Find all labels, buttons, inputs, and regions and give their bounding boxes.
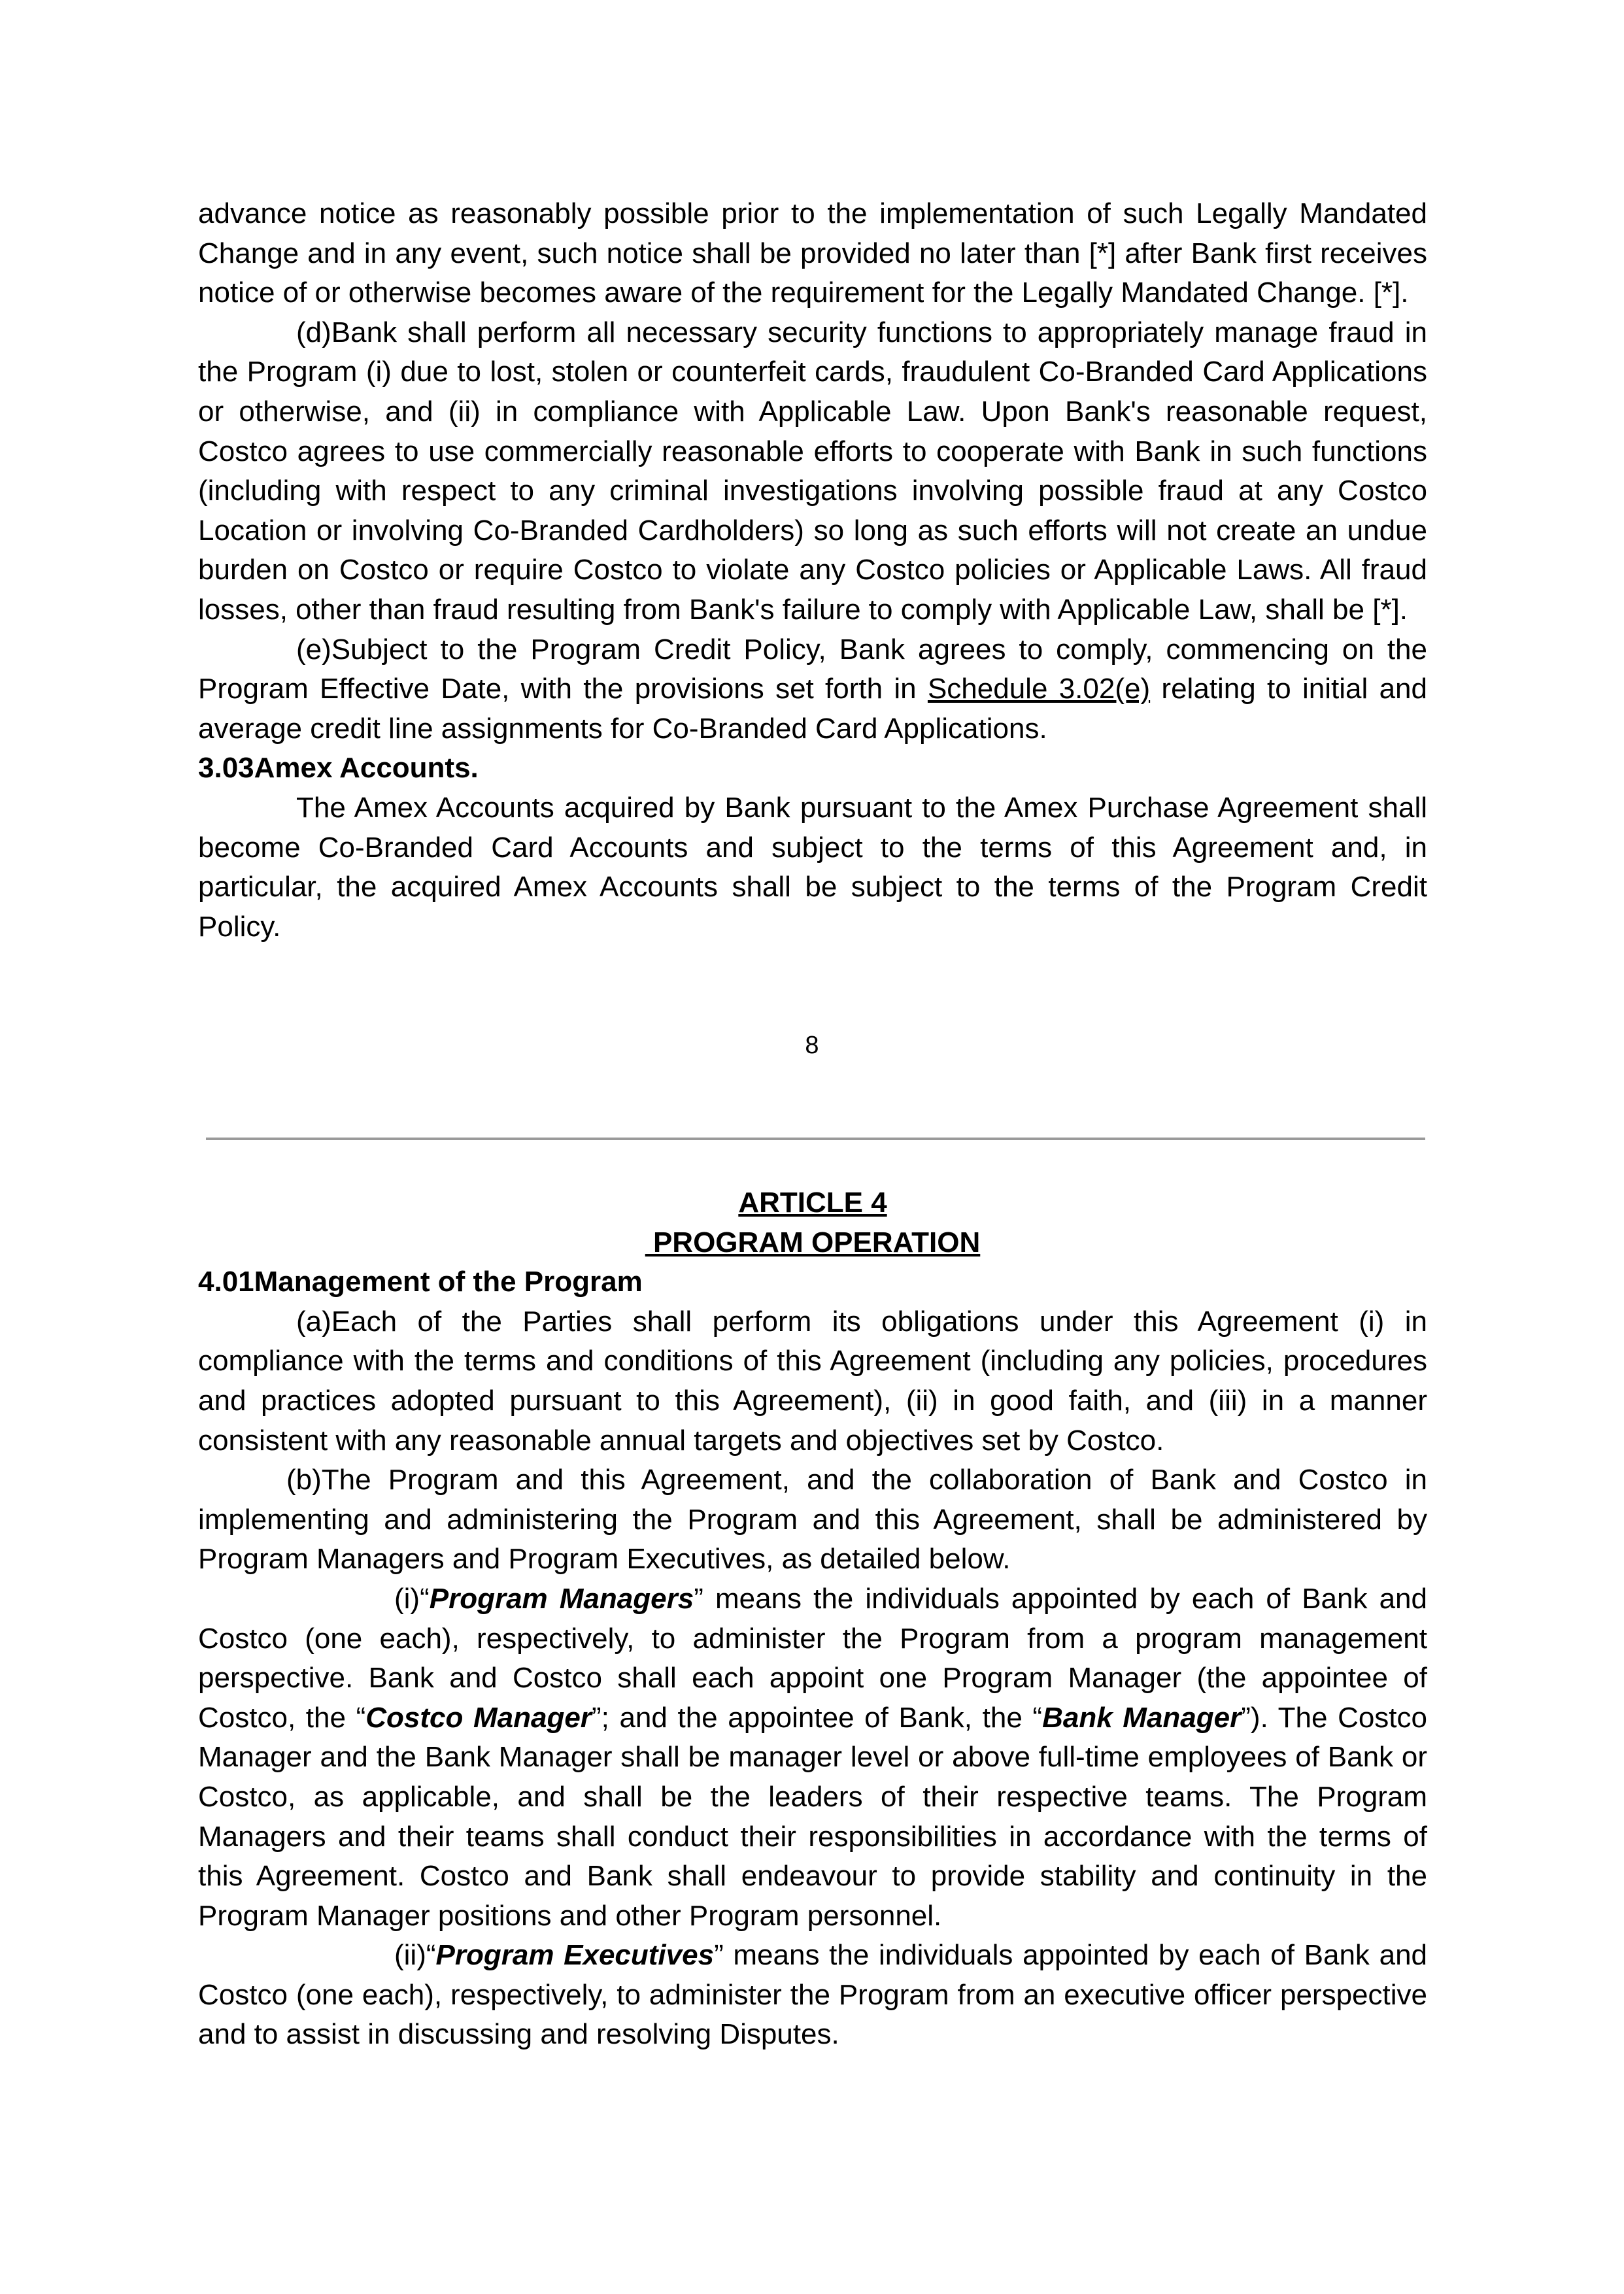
page-9-content xyxy=(198,1183,1427,2055)
term-costco-manager: Costco Manager xyxy=(365,1701,592,1734)
section-3-03-heading: 3.03Amex Accounts. xyxy=(198,752,479,784)
paragraph-e-text-before: (e)Subject to the Program Credit Policy, Bank agrees to comply, commencing on the Program Effective Date, with the provisions set forth in xyxy=(198,633,1427,705)
paragraph-b: (b)The Program and this Agreement, and the collaboration of Bank and Costco in implementing and administering the Program and this Agreement, shall be administered by Program Managers and Program Executives, as detailed below. xyxy=(198,1464,1427,1576)
page-8-content xyxy=(198,194,1427,947)
paragraph-i-lead: (i)“ xyxy=(394,1582,430,1615)
term-program-managers: Program Managers xyxy=(429,1582,694,1615)
paragraph-ii xyxy=(198,1936,1427,2055)
schedule-3-02e-reference: Schedule 3.02(e) xyxy=(927,673,1151,705)
paragraph-ii-text-1: ” means the individuals appointed by each of Bank and Costco (one each), respectively, to administer the Program from an executive officer perspective and to assist in discussing and resolving Disputes. xyxy=(198,1939,1428,2051)
paragraph-a: (a)Each of the Parties shall perform its obligations under this Agreement (i) in compliance with the terms and conditions of this Agreement (including any policies, procedures and practices adopted pursuant to this Agreement), (ii) in good faith, and (iii) in a manner consistent with any reasonable annual targets and objectives set by Costco. xyxy=(198,1305,1427,1457)
paragraph-d: (d)Bank shall perform all necessary security functions to appropriately manage fraud in the Program (i) due to lost, stolen or counterfeit cards, fraudulent Co-Branded Card Applications or otherwise, and (ii) in compliance with Applicable Law. Upon Bank's reasonable request, Costco agrees to use commercially reasonable efforts to cooperate with Bank in such functions (including with respect to any criminal investigations involving possible fraud at any Costco Location or involving Co-Branded Cardholders) so long as such efforts will not create an undue burden on Costco or require Costco to violate any Costco policies or Applicable Laws. All fraud losses, other than fraud resulting from Bank's failure to comply with Applicable Law, shall be [*]. xyxy=(198,316,1427,626)
paragraph-e xyxy=(198,630,1427,749)
paragraph-c-continuation: advance notice as reasonably possible prior to the implementation of such Legally Mandated Change and in any event, such notice shall be provided no later than [*] after Bank first receives notice of or otherwise becomes aware of the requirement for the Legally Mandated Change. [*]. xyxy=(198,197,1427,309)
page-number: 8 xyxy=(805,1032,819,1059)
article-number: ARTICLE 4 xyxy=(738,1187,887,1219)
article-title: PROGRAM OPERATION xyxy=(645,1226,981,1258)
paragraph-ii-lead: (ii)“ xyxy=(394,1939,436,1972)
paragraph-i-text-2: ”; and the appointee of Bank, the “ xyxy=(591,1701,1043,1734)
paragraph-i-text-1: ” means the individuals appointed by each of Bank and Costco (one each), respectively, to administer the Program from a program management perspective. Bank and Costco shall each appoint one Program Manager (the appointee of Costco, the “ xyxy=(198,1582,1427,1734)
paragraph-e-text-after: relating to initial and average credit line assignments for Co-Branded Card Applications. xyxy=(198,673,1427,745)
paragraph-i xyxy=(198,1579,1427,1936)
page-divider xyxy=(206,1138,1425,1140)
section-3-03-body: The Amex Accounts acquired by Bank pursuant to the Amex Purchase Agreement shall become Co-Branded Card Accounts and subject to the terms of this Agreement and, in particular, the acquired Amex Accounts shall be subject to the terms of the Program Credit Policy. xyxy=(198,791,1427,943)
term-program-executives: Program Executives xyxy=(435,1939,715,1972)
paragraph-i-text-3: ”). The Costco Manager and the Bank Manager shall be manager level or above full-time employees of Bank or Costco, as applicable, and shall be the leaders of their respective teams. The Program Managers and their teams shall conduct their responsibilities in accordance with the terms of this Agreement. Costco and Bank shall endeavour to provide stability and continuity in the Program Manager positions and other Program personnel. xyxy=(198,1701,1428,1932)
term-bank-manager: Bank Manager xyxy=(1042,1701,1242,1734)
section-4-01-heading: 4.01Management of the Program xyxy=(198,1266,643,1298)
